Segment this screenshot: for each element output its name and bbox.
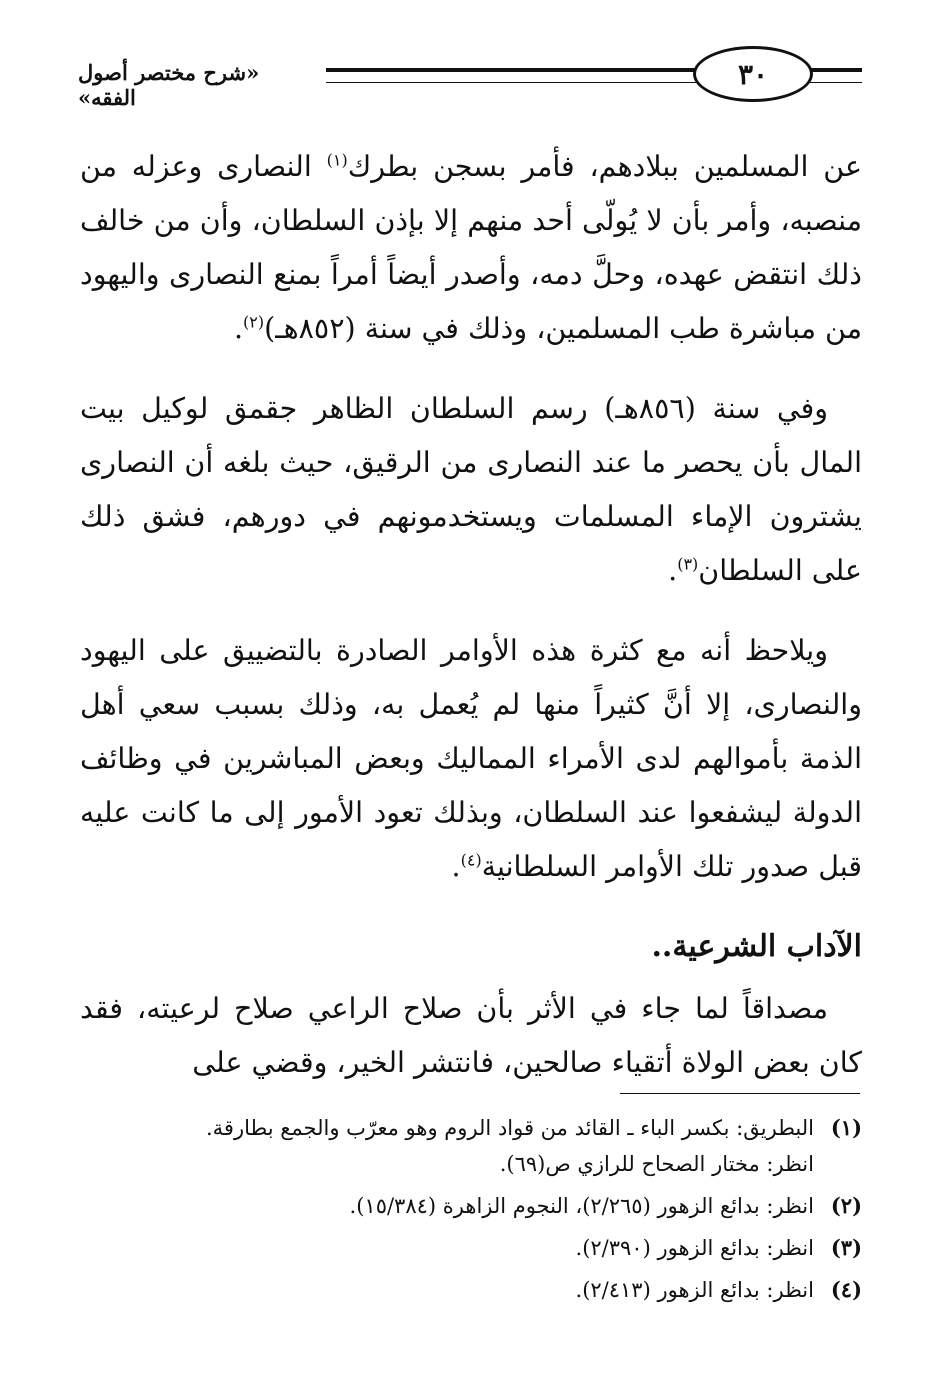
- footnote-text: انظر: بدائع الزهور (٢/٢٦٥)، النجوم الزاهرة (١٥/٣٨٤).: [349, 1194, 814, 1218]
- section-heading: الآداب الشرعية..: [651, 929, 862, 964]
- footnote-continuation: انظر: مختار الصحاح للرازي ص(٦٩).: [499, 1152, 814, 1176]
- footnote-number: (٢): [830, 1193, 862, 1218]
- footnote-separator: [620, 1093, 860, 1094]
- paragraph-3: [80, 624, 862, 894]
- footnote-number: (١): [830, 1115, 862, 1140]
- footnote-1: [80, 1110, 862, 1182]
- footnote-ref-2: (٢): [243, 312, 265, 332]
- footnotes: [80, 1110, 862, 1314]
- paragraph-text: .: [233, 312, 244, 345]
- page-number-badge: [693, 46, 813, 102]
- body-text: [80, 140, 862, 1116]
- footnote-4: [80, 1272, 862, 1308]
- footnote-3: [80, 1230, 862, 1266]
- page-header: [78, 46, 862, 110]
- paragraph-1: [80, 140, 862, 356]
- footnote-text: انظر: بدائع الزهور (٢/٤١٣).: [575, 1278, 814, 1302]
- paragraph-4: مصداقاً لما جاء في الأثر بأن صلاح الراعي صلاح لرعيته، فقد كان بعض الولاة أتقياء صالحين، فانتشر الخير، وقضي على: [80, 992, 862, 1079]
- footnote-text: البطريق: بكسر الباء ـ القائد من قواد الروم وهو معرّب والجمع بطارقة.: [205, 1116, 814, 1140]
- paragraph-text: وفي سنة (٨٥٦هـ) رسم السلطان الظاهر جقمق لوكيل بيت المال بأن يحصر ما عند النصارى من الرقيق، حيث بلغه أن النصارى يشترون الإماء المسلمات ويستخدمونهم في دورهم، فشق ذلك على السلطان: [80, 392, 862, 587]
- paragraph-text: النصارى وعزله من منصبه، وأمر بأن لا يُولّى أحد منهم إلا بإذن السلطان، وأن من خالف ذلك انتقض عهده، وحلَّ دمه، وأصدر أيضاً أمراً بمنع النصارى واليهود من مباشرة طب المسلمين، وذلك في سنة (٨٥٢هـ): [80, 150, 862, 345]
- footnote-number: (٣): [830, 1235, 862, 1260]
- paragraph-text: .: [668, 554, 678, 587]
- paragraph-text: .: [451, 850, 461, 883]
- footnote-ref-3: (٣): [677, 554, 699, 574]
- page-number: ٣٠: [737, 57, 769, 91]
- paragraph-text: ويلاحظ أنه مع كثرة هذه الأوامر الصادرة بالتضييق على اليهود والنصارى، إلا أنَّ كثيراً منها لم يُعمل به، وذلك بسبب سعي أهل الذمة بأموالهم لدى الأمراء المماليك وبعض المباشرين في وظائف الدولة ليشفعوا عند السلطان، وبذلك تعود الأمور إلى ما كانت عليه قبل صدور تلك الأوامر السلطانية: [80, 634, 862, 883]
- footnote-number: (٤): [830, 1277, 862, 1302]
- footnote-2: [80, 1188, 862, 1224]
- footnote-ref-1: (١): [326, 150, 348, 170]
- paragraph-text: عن المسلمين ببلادهم، فأمر بسجن بطرك: [347, 150, 862, 183]
- paragraph-2: [80, 382, 862, 598]
- footnote-ref-4: (٤): [460, 850, 482, 870]
- footnote-text: انظر: بدائع الزهور (٢/٣٩٠).: [575, 1236, 814, 1260]
- book-title: «شرح مختصر أصول الفقه»: [78, 60, 260, 110]
